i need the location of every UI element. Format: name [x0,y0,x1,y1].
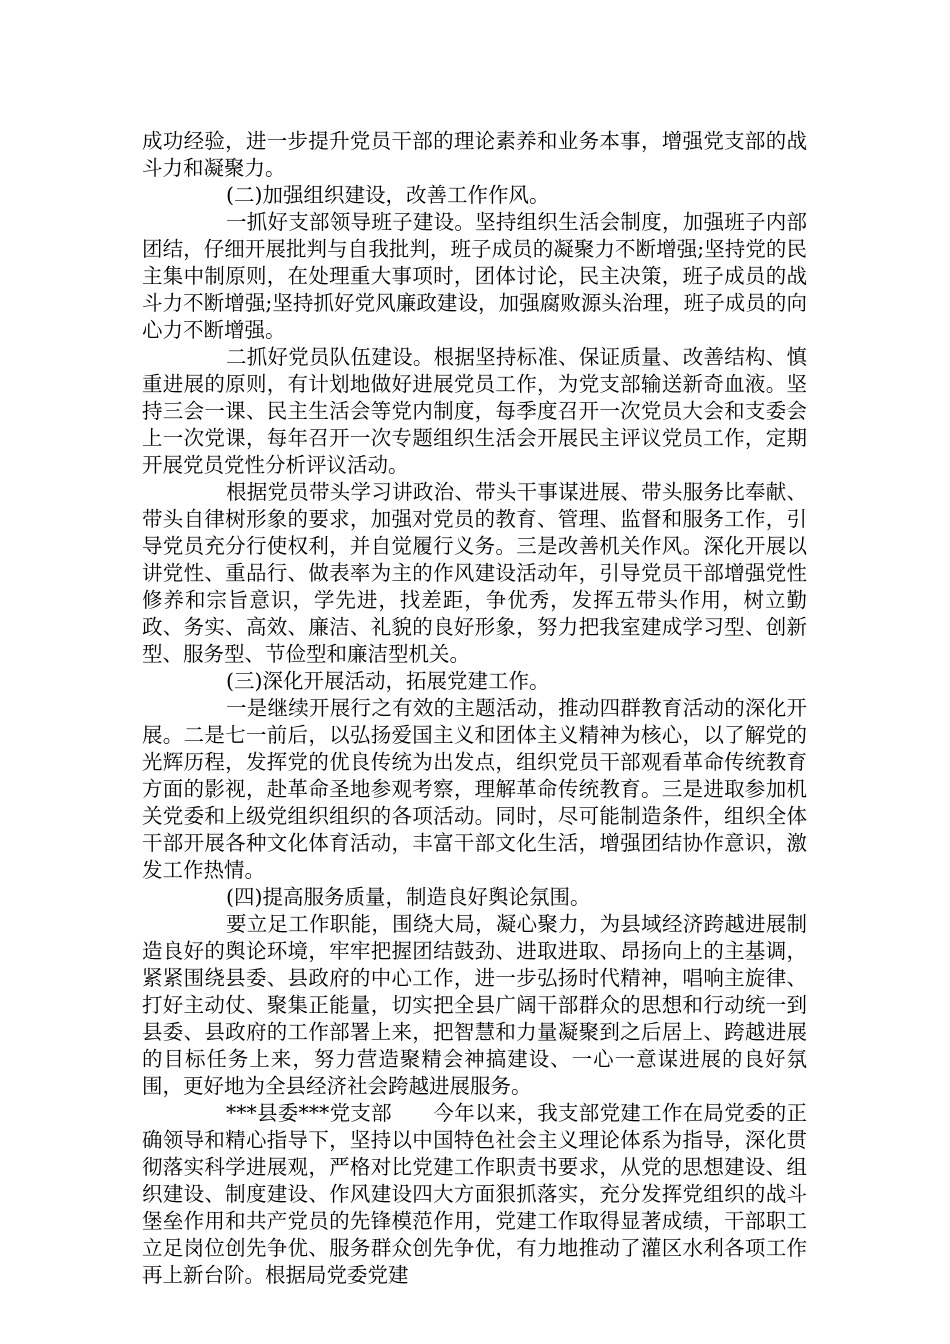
paragraph-member-requirements: 根据党员带头学习讲政治、带头干事谋进展、带头服务比奉献、带头自律树形象的要求，加强对党员的教育、管理、监督和服务工作，引导党员充分行使权利，并自觉履行义务。三是改善机关作风。深化开展以讲党性、重品行、做表率为主的作风建设活动年，引导党员干部增强党性修养和宗旨意识，学先进，找差距，争优秀，发挥五带头作用，树立勤政、务实、高效、廉洁、礼貌的良好形象，努力把我室建成学习型、创新型、服务型、节俭型和廉洁型机关。 [142,480,807,666]
paragraph-branch-report: ***县委***党支部 今年以来，我支部党建工作在局党委的正确领导和精心指导下，坚持以中国特色社会主义理论体系为指导，深化贯彻落实科学进展观，严格对比党建工作职责书要求，从党的思想建设、组织建设、制度建设、作风建设四大方面狠抓落实，充分发挥党组织的战斗堡垒作用和共产党员的先锋模范作用，党建工作取得显著成绩，干部职工立足岗位创先争优、服务群众创先争优，有力地推动了灌区水利各项工作再上新台阶。根据局党委党建 [142,1101,807,1287]
section-heading-4: (四)提高服务质量，制造良好舆论氛围。 [226,885,591,909]
section-heading-3: (三)深化开展活动，拓展党建工作。 [226,669,550,693]
section-heading-2: (二)加强组织建设，改善工作作风。 [226,183,550,207]
paragraph-continuation: 成功经验，进一步提升党员干部的理论素养和业务本事，增强党支部的战斗力和凝聚力。 [142,129,807,180]
paragraph-theme-activities: 一是继续开展行之有效的主题活动，推动四群教育活动的深化开展。二是七一前后，以弘扬爱国主义和团体主义精神为核心，以了解党的光辉历程，发挥党的优良传统为出发点，组织党员干部观看革命传统教育方面的影视，赴革命圣地参观考察，理解革命传统教育。三是进取参加机关党委和上级党组织组织的各项活动。同时，尽可能制造条件，组织全体干部开展各种文化体育活动，丰富干部文化生活，增强团结协作意识，激发工作热情。 [142,696,807,882]
paragraph-service-quality: 要立足工作职能，围绕大局，凝心聚力，为县域经济跨越进展制造良好的舆论环境，牢牢把握团结鼓劲、进取进取、昂扬向上的主基调，紧紧围绕县委、县政府的中心工作，进一步弘扬时代精神，唱响主旋律、打好主动仗、聚集正能量，切实把全县广阔干部群众的思想和行动统一到县委、县政府的工作部署上来，把智慧和力量凝聚到之后居上、跨越进展的目标任务上来，努力营造聚精会神搞建设、一心一意谋进展的良好氛围，更好地为全县经济社会跨越进展服务。 [142,912,807,1098]
paragraph-leadership-building: 一抓好支部领导班子建设。坚持组织生活会制度，加强班子内部团结，仔细开展批判与自我批判，班子成员的凝聚力不断增强;坚持党的民主集中制原则，在处理重大事项时，团体讨论，民主决策，班子成员的战斗力不断增强;坚持抓好党风廉政建设，加强腐败源头治理，班子成员的向心力不断增强。 [142,210,807,342]
document-body [142,128,807,1289]
paragraph-member-team-building: 二抓好党员队伍建设。根据坚持标准、保证质量、改善结构、慎重进展的原则，有计划地做好进展党员工作，为党支部输送新奇血液。坚持三会一课、民主生活会等党内制度，每季度召开一次党员大会和支委会上一次党课，每年召开一次专题组织生活会开展民主评议党员工作，定期开展党员党性分析评议活动。 [142,345,807,477]
